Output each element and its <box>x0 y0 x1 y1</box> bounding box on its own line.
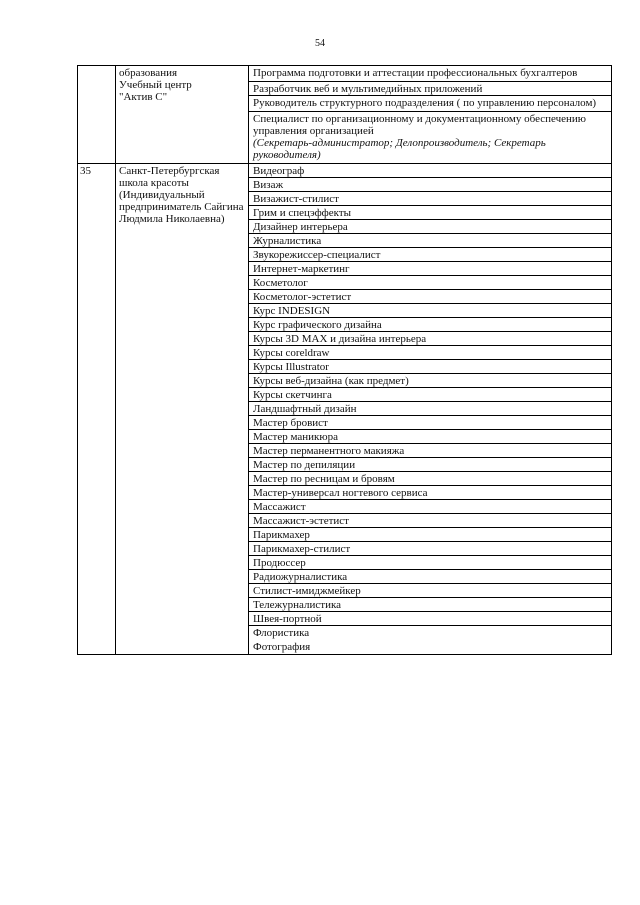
program-title: Курсы 3D MAX и дизайна интерьера <box>253 333 427 345</box>
program-item <box>249 262 611 276</box>
program-title: Специалист по организационному и документационному обеспечению управления организацией <box>253 113 587 137</box>
program-title: Стилист-имиджмейкер <box>253 585 361 597</box>
program-title: Косметолог-эстетист <box>253 291 352 303</box>
program-item <box>249 444 611 458</box>
program-item <box>249 528 611 542</box>
program-title: Визаж <box>253 179 284 191</box>
program-item <box>249 430 611 444</box>
program-note: (Секретарь-администратор; Делопроизводитель; Секретарь руководителя) <box>253 137 546 161</box>
program-item <box>249 500 611 514</box>
program-item <box>249 416 611 430</box>
program-item <box>249 374 611 388</box>
program-item <box>249 472 611 486</box>
program-item <box>249 248 611 262</box>
program-item <box>249 360 611 374</box>
program-item <box>249 598 611 612</box>
row-number <box>78 66 116 164</box>
program-title: Флористика <box>253 627 310 639</box>
program-title: Тележурналистика <box>253 599 342 611</box>
program-title: Звукорежиссер-специалист <box>253 249 381 261</box>
program-title: Парикмахер <box>253 529 310 541</box>
program-item <box>249 318 611 332</box>
program-title: Мастер перманентного макияжа <box>253 445 405 457</box>
program-title: Мастер бровист <box>253 417 328 429</box>
program-title: Массажист-эстетист <box>253 515 349 527</box>
program-item <box>249 178 611 192</box>
program-item <box>249 82 611 96</box>
program-title: Ландшафтный дизайн <box>253 403 357 415</box>
program-title: Курсы скетчинга <box>253 389 332 401</box>
program-title: Мастер по депиляции <box>253 459 356 471</box>
program-item <box>249 332 611 346</box>
program-item <box>249 112 611 163</box>
program-item <box>249 276 611 290</box>
table-row <box>78 164 612 655</box>
program-title: Швея-портной <box>253 613 322 625</box>
program-title: Мастер по ресницам и бровям <box>253 473 395 485</box>
program-title: Визажист-стилист <box>253 193 339 205</box>
program-item <box>249 640 611 654</box>
program-item <box>249 458 611 472</box>
program-title: Курс INDESIGN <box>253 305 331 317</box>
program-title: Парикмахер-стилист <box>253 543 351 555</box>
program-title: Курсы веб-дизайна (как предмет) <box>253 375 409 387</box>
program-title: Видеограф <box>253 165 305 177</box>
program-item <box>249 304 611 318</box>
program-title: Руководитель структурного подразделения ( по управлению персоналом) <box>253 97 597 109</box>
program-title: Дизайнер интерьера <box>253 221 348 233</box>
organization-name: образования Учебный центр "Актив С" <box>116 66 249 164</box>
program-title: Программа подготовки и аттестации профессиональных бухгалтеров <box>253 67 578 79</box>
program-item <box>249 486 611 500</box>
program-title: Радиожурналистика <box>253 571 348 583</box>
program-item <box>249 570 611 584</box>
program-title: Курсы Illustrator <box>253 361 329 373</box>
table-row <box>78 66 612 164</box>
program-list <box>249 164 612 655</box>
program-item <box>249 388 611 402</box>
program-item <box>249 66 611 82</box>
program-title: Фотография <box>253 641 311 653</box>
program-title: Курс графического дизайна <box>253 319 382 331</box>
program-item <box>249 626 611 640</box>
program-item <box>249 220 611 234</box>
program-item <box>249 514 611 528</box>
program-title: Мастер-универсал ногтевого сервиса <box>253 487 428 499</box>
program-title: Журналистика <box>253 235 322 247</box>
program-item <box>249 346 611 360</box>
program-item <box>249 542 611 556</box>
program-item <box>249 584 611 598</box>
program-item <box>249 192 611 206</box>
program-item <box>249 556 611 570</box>
table-body <box>78 66 612 655</box>
program-item <box>249 164 611 178</box>
program-item <box>249 206 611 220</box>
organization-name: Санкт-Петербургская школа красоты (Индивидуальный предприниматель Сайгина Людмила Николаевна) <box>116 164 249 655</box>
program-title: Массажист <box>253 501 306 513</box>
program-title: Косметолог <box>253 277 308 289</box>
program-item <box>249 402 611 416</box>
program-title: Грим и спецэффекты <box>253 207 352 219</box>
program-item <box>249 96 611 112</box>
program-item <box>249 290 611 304</box>
program-title: Курсы coreldraw <box>253 347 330 359</box>
row-number: 35 <box>78 164 116 655</box>
program-title: Интернет-маркетинг <box>253 263 350 275</box>
program-list <box>249 66 612 164</box>
program-title: Мастер маникюра <box>253 431 338 443</box>
programs-table <box>77 65 612 655</box>
page-number: 54 <box>315 38 325 49</box>
program-title: Разработчик веб и мультимедийных приложений <box>253 83 483 95</box>
program-item <box>249 234 611 248</box>
program-title: Продюссер <box>253 557 306 569</box>
program-item <box>249 612 611 626</box>
